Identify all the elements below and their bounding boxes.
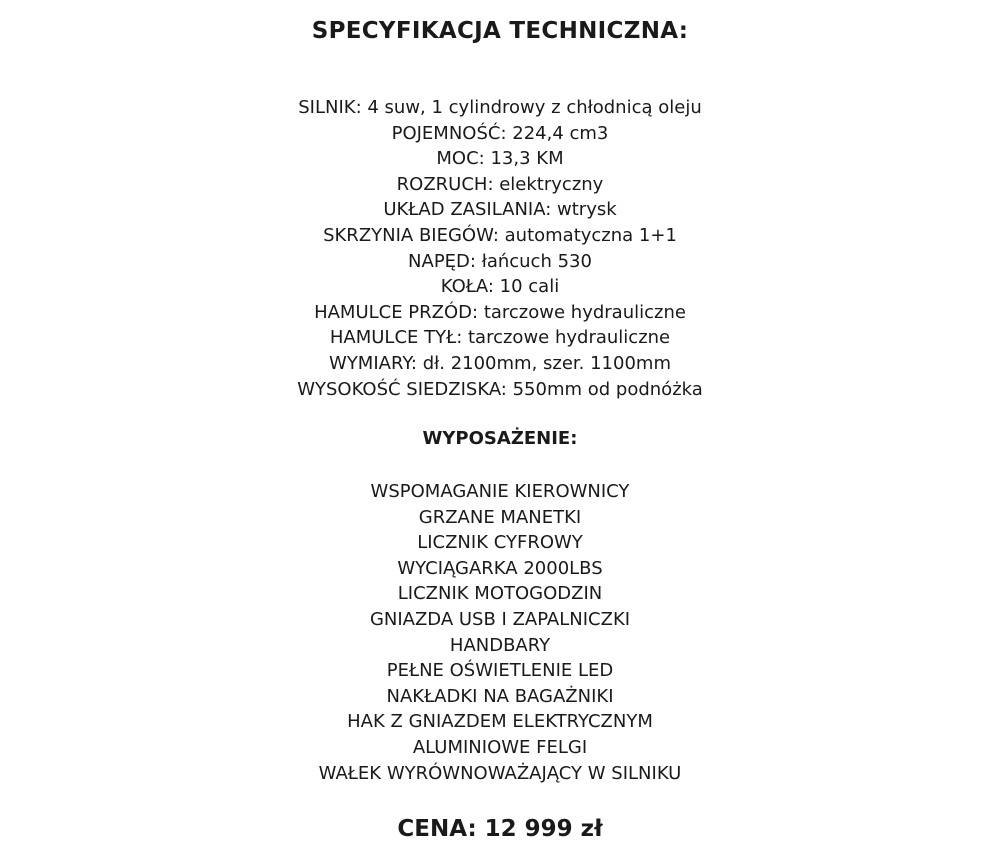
spec-wheels: KOŁA: 10 cali — [440, 276, 560, 298]
spec-list — [0, 95, 1000, 402]
spec-front-brakes: HAMULCE PRZÓD: tarczowe hydrauliczne — [314, 301, 686, 323]
equipment-item: HANDBARY — [449, 634, 551, 656]
spec-fuel-system: UKŁAD ZASILANIA: wtrysk — [383, 199, 617, 221]
spec-drive: NAPĘD: łańcuch 530 — [408, 250, 592, 272]
equipment-heading: WYPOSAŻENIE: — [422, 428, 578, 449]
spec-gearbox: SKRZYNIA BIEGÓW: automatyczna 1+1 — [323, 224, 677, 246]
spec-dimensions: WYMIARY: dł. 2100mm, szer. 1100mm — [329, 352, 671, 374]
equipment-item: GRZANE MANETKI — [418, 506, 582, 528]
spec-displacement: POJEMNOŚĆ: 224,4 cm3 — [391, 122, 609, 144]
price: CENA: 12 999 zł — [397, 816, 603, 842]
spec-engine: SILNIK: 4 suw, 1 cylindrowy z chłodnicą oleju — [298, 97, 702, 118]
equipment-item: NAKŁADKI NA BAGAŻNIKI — [386, 685, 614, 707]
spec-power: MOC: 13,3 KM — [436, 148, 564, 170]
equipment-item: PEŁNE OŚWIETLENIE LED — [386, 660, 614, 682]
spec-rear-brakes: HAMULCE TYŁ: tarczowe hydrauliczne — [329, 327, 671, 349]
spec-starter: ROZRUCH: elektryczny — [396, 173, 604, 195]
equipment-item: WSPOMAGANIE KIEROWNICY — [370, 481, 630, 502]
equipment-list — [0, 479, 1000, 786]
equipment-item: HAK Z GNIAZDEM ELEKTRYCZNYM — [347, 711, 653, 733]
equipment-item: LICZNIK CYFROWY — [417, 532, 583, 554]
spec-seat-height: WYSOKOŚĆ SIEDZISKA: 550mm od podnóżka — [297, 378, 703, 400]
equipment-item: WAŁEK WYRÓWNOWAŻAJĄCY W SILNIKU — [318, 762, 682, 784]
equipment-item: LICZNIK MOTOGODZIN — [397, 583, 603, 605]
equipment-item: GNIAZDA USB I ZAPALNICZKI — [369, 608, 631, 630]
equipment-item: ALUMINIOWE FELGI — [412, 736, 588, 758]
equipment-item: WYCIĄGARKA 2000LBS — [397, 557, 603, 579]
spec-title: SPECYFIKACJA TECHNICZNA: — [311, 18, 689, 44]
